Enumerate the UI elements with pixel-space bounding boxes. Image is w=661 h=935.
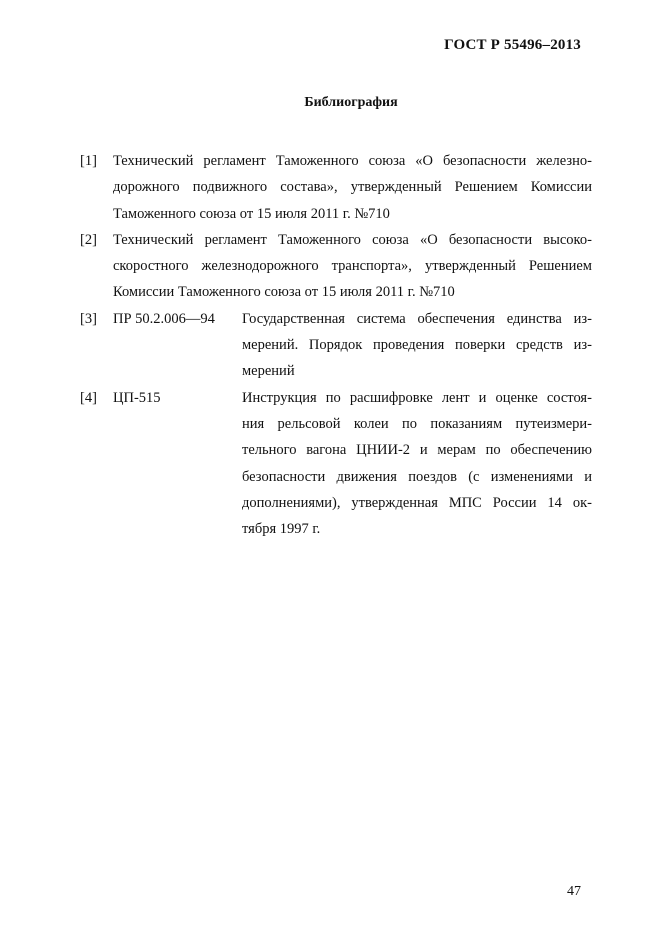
entry-number: [4]	[80, 389, 97, 406]
entry-line: Инструкция по расшифровке лент и оценке состоя-	[242, 389, 592, 406]
entry-line: безопасности движения поездов (с изменениями и	[242, 468, 592, 485]
entry-line: дорожного подвижного состава», утвержденный Решением Комиссии	[113, 179, 592, 196]
bibliography-entry	[80, 385, 592, 543]
bibliography-entry	[80, 227, 592, 306]
entry-line: тельного вагона ЦНИИ-2 и мерам по обеспечению	[242, 442, 592, 459]
entry-line: Таможенного союза от 15 июля 2011 г. №710	[113, 205, 390, 222]
entry-line: Комиссии Таможенного союза от 15 июля 2011 г. №710	[113, 284, 455, 301]
entry-line: дополнениями), утвержденная МПС России 14 ок-	[242, 494, 592, 511]
entry-number: [2]	[80, 231, 97, 248]
entry-text	[242, 385, 592, 543]
entry-line: Технический регламент Таможенного союза «О безопасности высоко-	[113, 231, 592, 248]
entry-line: тября 1997 г.	[242, 521, 321, 538]
entry-line: Государственная система обеспечения единства из-	[242, 310, 592, 327]
document-code: ПР 50.2.006—94	[113, 310, 215, 327]
entry-number: [1]	[80, 153, 97, 169]
bibliography-entry	[80, 306, 592, 385]
entry-text	[242, 306, 592, 385]
entry-line: ния рельсовой колеи по показаниям путеизмери-	[242, 415, 592, 432]
page-number: 47	[567, 884, 581, 899]
standard-code: ГОСТ Р 55496–2013	[444, 37, 581, 53]
entry-text	[113, 148, 592, 227]
entry-text	[113, 227, 592, 306]
section-title: Библиография	[304, 95, 398, 110]
entry-number: [3]	[80, 310, 97, 327]
entry-line: Технический регламент Таможенного союза «О безопасности железно-	[113, 153, 592, 169]
bibliography-list	[80, 148, 592, 542]
entry-line: мерений. Порядок проведения поверки средств из-	[242, 337, 592, 354]
document-code: ЦП-515	[113, 389, 161, 406]
entry-line: мерений	[242, 363, 295, 380]
bibliography-entry	[80, 148, 592, 227]
entry-line: скоростного железнодорожного транспорта», утвержденный Решением	[113, 258, 592, 275]
